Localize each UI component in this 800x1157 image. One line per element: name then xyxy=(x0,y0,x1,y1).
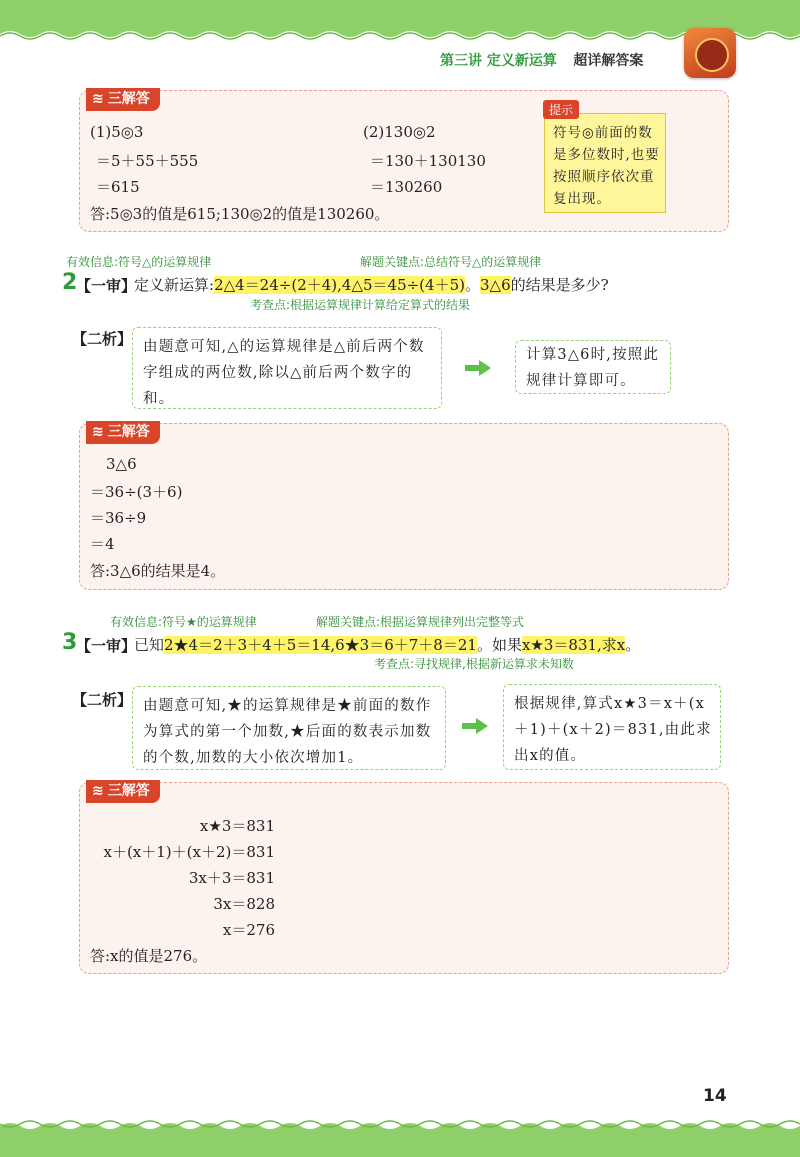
q3-highlight-rule: 2★4＝2＋3＋4＋5＝14,6★3＝6＋7＋8＝21 xyxy=(164,636,477,654)
wave-icon: ≋ xyxy=(92,91,104,107)
q2-analysis-panel xyxy=(132,327,442,409)
q2-annotation-info: 有效信息:符号△的运算规律 xyxy=(66,255,212,269)
q3-line-4: 3x＝828 xyxy=(213,895,275,913)
q3-analysis-label: 【二析】 xyxy=(72,691,133,709)
q3-review-label: 【一审】 xyxy=(76,637,137,655)
q1-left-line-3: ＝615 xyxy=(96,178,140,196)
answer-tag: ≋ 三解答 xyxy=(86,780,160,803)
q2-analysis-text: 由题意可知,△的运算规律是△前后两个数字组成的两位数,除以△前后两个数字的和。 xyxy=(143,339,425,407)
q2-line-4: ＝4 xyxy=(90,535,115,553)
q1-answer-text: 答:5◎3的值是615;130◎2的值是130260。 xyxy=(90,205,390,223)
q2-highlight-rule: 2△4＝24÷(2＋4),4△5＝45÷(4＋5) xyxy=(214,276,465,294)
q2-line-3: ＝36÷9 xyxy=(90,509,147,527)
q2-annotation-exam: 考查点:根据运算规律计算给定算式的结果 xyxy=(250,298,471,312)
q3-question: 已知2★4＝2＋3＋4＋5＝14,6★3＝6＋7＋8＝21。如果x★3＝831,求x。 xyxy=(134,636,641,654)
right-arrow-icon xyxy=(462,718,488,734)
chapter-title: 第三讲 定义新运算 xyxy=(440,53,557,69)
q3-answer-text: 答:x的值是276。 xyxy=(90,947,208,965)
page-header xyxy=(440,50,643,70)
top-decorative-band xyxy=(0,0,800,44)
right-arrow-icon xyxy=(465,360,491,376)
q3-number: 3 xyxy=(62,630,78,655)
q2-question: 定义新运算:2△4＝24÷(2＋4),4△5＝45÷(4＋5)。3△6的结果是多少? xyxy=(134,276,609,294)
q3-line-1: x★3＝831 xyxy=(199,817,275,835)
q1-right-line-1: (2)130◎2 xyxy=(363,123,436,141)
brand-logo-icon xyxy=(684,28,736,78)
q3-step-panel xyxy=(503,684,721,770)
q3-annotation-exam: 考查点:寻找规律,根据新运算求未知数 xyxy=(374,657,574,671)
q3-analysis-text: 由题意可知,★的运算规律是★前面的数作为算式的第一个加数,★后面的数表示加数的个数,加数的大小依次增加1。 xyxy=(143,698,432,766)
q2-number: 2 xyxy=(62,270,78,295)
q2-highlight-target: 3△6 xyxy=(479,276,511,294)
wave-pattern-icon xyxy=(0,1116,800,1157)
q3-highlight-target: x★3＝831,求x xyxy=(521,636,626,654)
q3-analysis-panel xyxy=(132,686,446,770)
q2-line-1: 3△6 xyxy=(106,455,137,473)
q1-right-line-3: ＝130260 xyxy=(370,178,443,196)
wave-icon: ≋ xyxy=(92,783,104,799)
page-number: 14 xyxy=(703,1086,727,1106)
q2-step-text: 计算3△6时,按照此规律计算即可。 xyxy=(526,347,660,389)
q3-annotation-key: 解题关键点:根据运算规律列出完整等式 xyxy=(316,615,525,629)
q2-annotation-key: 解题关键点:总结符号△的运算规律 xyxy=(360,255,542,269)
q3-line-2: x＋(x＋1)＋(x＋2)＝831 xyxy=(103,843,275,861)
tip-label: 提示 xyxy=(543,100,579,119)
q3-line-5: x＝276 xyxy=(222,921,275,939)
tip-note xyxy=(544,103,666,213)
wave-pattern-icon xyxy=(0,0,800,44)
q2-step-panel xyxy=(515,340,671,394)
tip-text: 符号◎前面的数是多位数时,也要按照顺序依次重复出现。 xyxy=(553,125,660,207)
section-title: 超详解答案 xyxy=(573,53,644,69)
q1-right-line-2: ＝130＋130130 xyxy=(370,152,486,170)
q3-annotation-info: 有效信息:符号★的运算规律 xyxy=(110,615,257,629)
q2-review-label: 【一审】 xyxy=(76,277,137,295)
wave-icon: ≋ xyxy=(92,424,104,440)
q2-line-2: ＝36÷(3＋6) xyxy=(90,483,183,501)
answer-tag: ≋ 三解答 xyxy=(86,421,160,444)
bottom-decorative-band xyxy=(0,1116,800,1157)
q3-step-text: 根据规律,算式x★3＝x＋(x＋1)＋(x＋2)＝831,由此求出x的值。 xyxy=(514,696,712,764)
q2-analysis-label: 【二析】 xyxy=(72,330,133,348)
q3-line-3: 3x＋3＝831 xyxy=(188,869,275,887)
q2-answer-text: 答:3△6的结果是4。 xyxy=(90,562,226,580)
q1-left-line-1: (1)5◎3 xyxy=(90,123,144,141)
answer-tag: ≋ 三解答 xyxy=(86,88,160,111)
q1-left-line-2: ＝5＋55＋555 xyxy=(96,152,199,170)
